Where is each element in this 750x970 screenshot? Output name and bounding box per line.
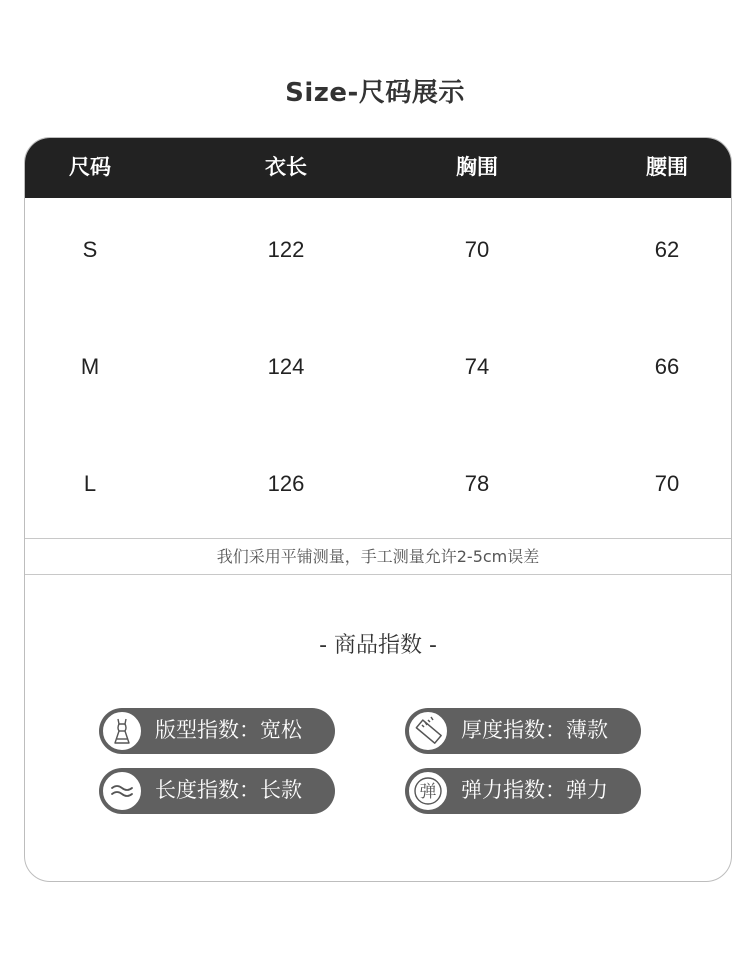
wave-icon <box>101 770 143 812</box>
table-row <box>25 220 731 280</box>
header-size: 尺码 <box>69 155 111 179</box>
elasticity-index-label: 弹力指数：弹力 <box>461 778 608 802</box>
cell-length: 122 <box>267 237 305 262</box>
table-row <box>25 337 731 397</box>
cell-size: L <box>83 471 97 496</box>
cell-waist: 66 <box>654 354 680 379</box>
cell-chest: 70 <box>464 237 490 262</box>
dress-icon <box>101 710 143 752</box>
cell-chest: 78 <box>464 471 490 496</box>
thickness-index-badge <box>405 708 641 754</box>
length-index-badge <box>99 768 335 814</box>
header-length: 衣长 <box>265 155 307 179</box>
length-index-label: 长度指数：长款 <box>155 778 302 802</box>
cell-size: S <box>82 237 98 262</box>
cell-length: 126 <box>267 471 305 496</box>
cell-waist: 62 <box>654 237 680 262</box>
cell-waist: 70 <box>654 471 680 496</box>
elastic-icon-text: 弹 <box>419 782 437 802</box>
header-waist: 腰围 <box>646 155 688 179</box>
elasticity-index-badge <box>405 768 641 814</box>
measurement-note: 我们采用平铺测量，手工测量允许2-5cm误差 <box>25 538 731 575</box>
cell-size: M <box>80 354 100 379</box>
page-title: Size-尺码展示 <box>285 78 465 108</box>
fit-index-label: 版型指数：宽松 <box>155 718 302 742</box>
ruler-icon <box>407 710 449 752</box>
cell-length: 124 <box>267 354 305 379</box>
indices-title: - 商品指数 - <box>319 633 437 658</box>
elastic-icon <box>407 770 449 812</box>
table-row <box>25 454 731 514</box>
size-chart-card <box>24 137 732 882</box>
cell-chest: 74 <box>464 354 490 379</box>
header-chest: 胸围 <box>456 155 498 179</box>
table-header <box>25 138 731 198</box>
fit-index-badge <box>99 708 335 754</box>
thickness-index-label: 厚度指数：薄款 <box>461 718 608 742</box>
